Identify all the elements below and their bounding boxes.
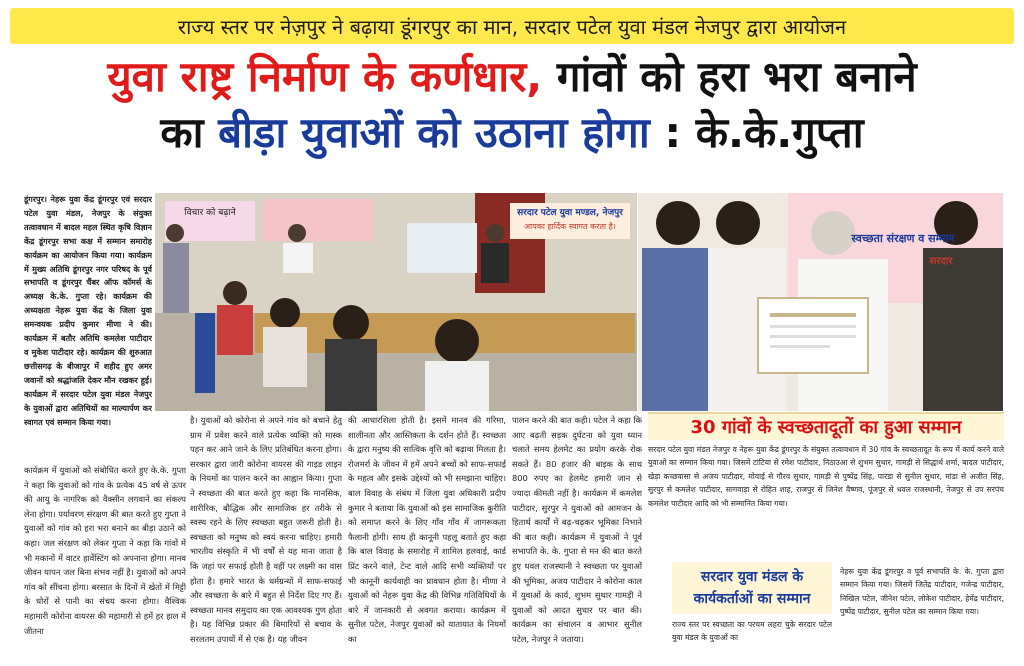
kicker: राज्य स्तर पर नेज़पुर ने बढ़ाया डूंगरपुर का मान, सरदार पटेल युवा मंडल नेजपुर द्वारा आयोजन xyxy=(177,14,847,39)
headline-black-suffix: : के.के.गुप्ता xyxy=(649,107,864,157)
article-column-4: पालन करने की बात कही। पटेल ने कहा कि आए बढ़ती सड़क दुर्घटना को युवा ध्यान चलाते समय हेलमेट का प्रयोग करके रोक सकते हैं। 80 हजार की बाइक के साथ 800 रुपए का हेलमेट हमारी जान से ज्यादा कीमती नहीं है। कार्यक्रम में कमलेश पाटीदार, सुरपुर ने युवाओं को आमजन के हितार्थ कार्यों में बढ़-चढ़कर भूमिका निभाने की बात कही। कार्यक्रम में युवाओं ने पूर्व सभापति के. के. गुप्ता से मन की बात करते हुए धवल राजस्थानी ने स्वच्छता पर युवाओं की भूमिका, अजय पाटीदार ने कोरोना काल में युवाओं के कार्य, शुभम सुथार गामड़ी ने युवाओं को आदत सुधार पर बात की। कार्यक्रम का संचालन व आभार सुनील पटेल, नेजपुर ने जताया। xyxy=(512,415,642,644)
photo2-banner-sub: सरदार xyxy=(929,256,953,267)
headline-blue: बीड़ा युवाओं को उठाना होगा xyxy=(218,107,650,157)
article-column-2: है। युवाओं को कोरोना से अपने गांव को बचाने हेतु ग्राम में प्रवेश करने वाले प्रत्येक व्यक्ति को मास्क पहन कर आने जाने के लिए प्रतिबंधित करना होगा। सरकार द्वारा जारी कोरोना वायरस की गाइड लाइन के नियमों का पालन करने का आह्वान किया। गुप्ता ने स्वच्छता की बात करते हुए कहा कि मानसिक, शारीरिक, बौद्धिक और सामाजिक हर तरीके से स्वस्थ रहने के लिए स्वच्छता बहुत जरूरी होती है। स्वच्छता को मनुष्य को स्वयं करना चाहिए। हमारी भारतीय संस्कृति में भी वर्षों से यह माना जाता है कि जहां पर सफाई होती है वहीं पर लक्ष्मी का वास होता है। हमारे भारत के धर्मग्रन्थों में साफ-सफाई और स्वच्छता के बारे में बहुत से निर्देश दिए गए हैं। स्वच्छता मानव समुदाय का एक आवश्यक गुण होता है। यह विभिन्न प्रकार की बिमारियों से बचाव के सरलतम उपायों में से एक है। यह जीवन xyxy=(190,415,342,644)
certificate-illustration xyxy=(638,193,1003,411)
subhead-mandal-line-2: कार्यकर्ताओं का सम्मान xyxy=(693,591,811,607)
headline-line-2 xyxy=(10,108,1014,158)
subhead-mandal-workers xyxy=(672,562,832,614)
intro-column: डूंगरपुर। नेहरू युवा केंद्र डूंगरपुर एवं सरदार पटेल युवा मंडल, नेजपुर के संयुक्त तत्वावधान में बादल महल स्थित कृषि विज्ञान केंद्र डूंगरपुर सभा कक्ष में सम्मान समारोह कार्यक्रम का आयोजन किया गया। कार्यक्रम में मुख्य अतिथि डूंगरपुर नगर परिषद के पूर्व सभापति व डूंगरपुर चैंबर ऑफ कॉमर्स के अध्यक्ष के.के. गुप्ता रहे। कार्यक्रम की अध्यक्षता नेहरू युवा केंद्र के जिला युवा समन्वयक प्रदीप कुमार मीणा ने की। कार्यक्रम में बतौर अतिथि कमलेश पाटीदार व मुकेश पाटीदार रहे। कार्यक्रम की शुरुआत छत्तीसगढ़ के बीजापुर में शहीद हुए अमर जवानों को श्रद्धांजलि देकर मौन रखकर हुई। कार्यक्रम में सरदार पटेल युवा मंडल नेजपुर के युवाओं द्वारा अतिथियों का माल्यार्पण कर स्वागत एवं सम्मान किया गया। xyxy=(24,195,152,427)
headline-line-1 xyxy=(10,52,1014,102)
headline-red: युवा राष्ट्र निर्माण के कर्णधार, xyxy=(107,52,543,101)
article-column-3: की आधारशिला होती है। इसमें मानव की गरिमा, शालीनता और आस्तिकता के दर्शन होते हैं। स्वच्छता के द्वारा मनुष्य की सात्विक वृत्ति को बढ़ावा मिलता है। रोजमर्रा के जीवन में हमें अपने बच्चों को साफ-सफाई के महत्व और इसके उद्देश्यों को भी समझाना चाहिए। बाल विवाह के संबंध में जिला युवा अधिकारी प्रदीप कुमार ने बताया कि युवाओं को इस सामाजिक कुरीति को समाप्त करने के लिए गाँव गाँव में जागरूकता फैलानी होगी। साथ ही कानूनी पहलू बताते हुए कहा कि बाल विवाह के समारोह में शामिल हलवाई, कार्ड प्रिंट करने वाले, टेन्ट वाले आदि सभी व्यक्तियों पर भी कानूनी कार्यवाही का प्रावधान होता है। मीणा ने युवाओं को नेहरू युवा केंद्र की विभिन्न गतिविधियों के बारे में जानकारी से अवगत कराया। कार्यक्रम में सुनील पटेल, नेजपुर युवाओं को यातायात के नियमों का xyxy=(348,415,506,644)
headline xyxy=(10,52,1014,157)
photo2-banner: स्वच्छता संरक्षण व सम्मान xyxy=(851,232,955,245)
photo1-banner-right-sub: आपका हार्दिक स्वागत करता है। xyxy=(524,222,616,231)
article-column-1: कार्यक्रम में युवाओं को संबोधित करते हुए के.के. गुप्ता ने कहा कि युवाओं को गांव के प्रत्येक 45 वर्ष से ऊपर की आयु के नागरिक को वैक्सीन लगवाने का संकल्प लेना होगा। पर्यावरण संरक्षण की बात करते हुए गुप्ता ने युवाओं को गांव को हरा भरा बनाने का बीड़ा उठाने को कहा। जल संरक्षण को लेकर गुप्ता ने कहा कि गांवों में भी मकानों में वाटर हार्वेस्टिंग को अपनाना होगा। मानव जीवन यापन जल बिना संभव नहीं है। युवाओं को अपने गांव को सींचना होगा। बरसात के दिनों में खेतों में मिट्टी के धोरों से पानी का संचय करना होगा। वैश्विक महामारी कोरोना वायरस की महामारी से हमें हर हाल में जीतना xyxy=(24,465,186,636)
headline-black: गांवों को हरा भरा बनाने xyxy=(542,52,917,101)
subhead-30-villages-text: 30 गांवों के स्वच्छतादूतों का हुआ सम्मान xyxy=(690,417,962,438)
subhead-mandal-line-1: सरदार युवा मंडल के xyxy=(700,569,804,585)
subhead-30-villages xyxy=(648,412,1004,440)
article-column-5: सरदार पटेल युवा मंडल नेजपुर व नेहरू युवा केंद्र डूंगरपुर के संयुक्त तत्वावधान में 30 गांव के स्वच्छतादूत के रूप में कार्य करने वाले युवाओं का सम्मान किया गया। जिसमें टांटिया से रमेश पाटीदार, निठाउआ से शुभम सुथार, गामड़ी से सिद्धार्थ शर्मा, बादल पाटीदार, खेड़ा कच्छवासा से अजय पाटीदार, मोवाई से गौरव सुथार, गामड़ी से पुष्पेंद्र सिंह, पारडा से सुनील सुथार, मांडा से अजीत सिंह, सुरपुर से कमलेश पाटीदार, सागवाड़ा से रोहित शाह, राजपुर से जिनेश वैष्णव, पूंजपुर से धवल राजस्थानी, नेजपुर से उप सरपंच कमलेश पाटीदार आदि को भी सम्मानित किया गया। xyxy=(648,445,1004,508)
photo-certificate xyxy=(638,193,1003,411)
photo-event-hall xyxy=(155,193,637,411)
headline-black-prefix: का xyxy=(160,107,219,157)
article-column-6: राज्य स्तर पर स्वच्छता का परचम लहरा चुके सरदार पटेल युवा मंडल के युवाओं का xyxy=(672,620,832,643)
photo1-banner-left: विचार को बढ़ाने xyxy=(184,208,236,218)
article-column-7: नेहरू युवा केंद्र डूंगरपुर व पूर्व सभापति के. के. गुप्ता द्वारा सम्मान किया गया। जिसमें जितेंद्र पाटीदार, गजेन्द्र पाटीदार, निखिल पटेल, जीनेश पटेल, लोकेश पाटीदार, हेमेंद्र पाटीदार, पुष्पेंद्र पाटीदार, सुनील पटेल का सम्मान किया गया। xyxy=(840,567,1004,617)
kicker-bar xyxy=(10,8,1014,44)
photo1-banner-right: सरदार पटेल युवा मण्डल, नेजपुर xyxy=(517,208,623,218)
